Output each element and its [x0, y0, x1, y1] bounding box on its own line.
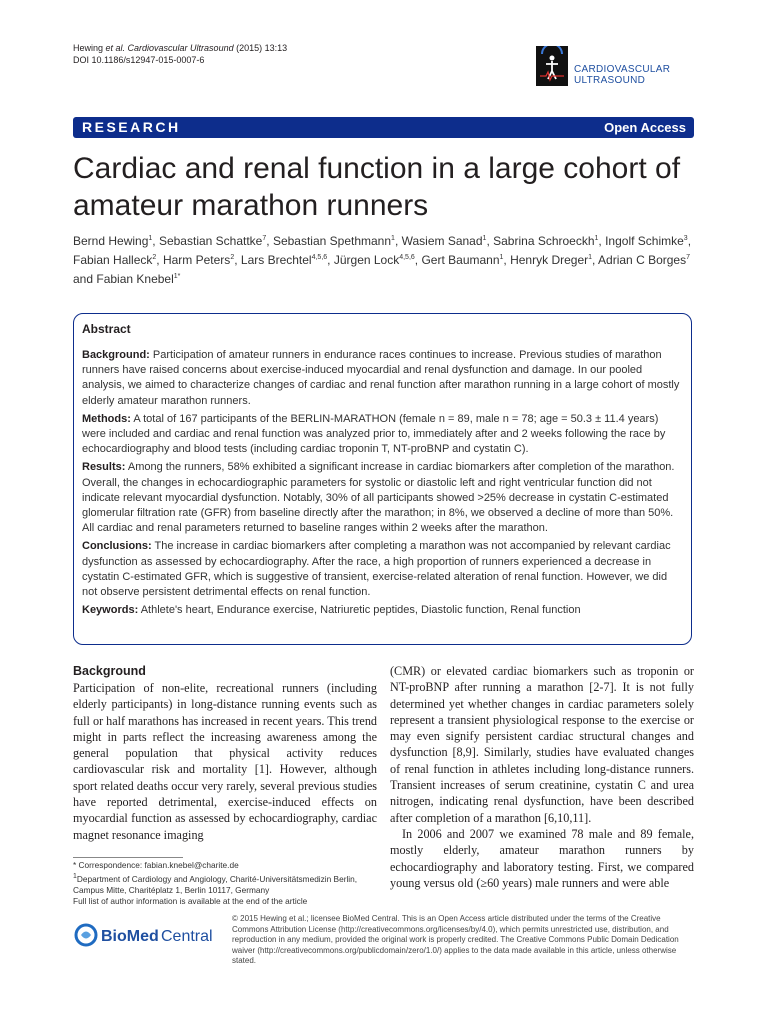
biomed-central-logo	[73, 920, 223, 950]
author-name: Adrian C Borges	[598, 253, 687, 267]
author-affiliation-sup: 2	[152, 254, 157, 261]
affiliation	[73, 871, 378, 896]
journal-name-line2: ULTRASOUND	[574, 75, 646, 86]
author-name: Harm Peters	[162, 253, 231, 267]
logo-bio-text: BioMed	[101, 928, 159, 945]
abstract-keywords	[82, 603, 683, 618]
abstract-results-text: Among the runners, 58% exhibited a significant increase in cardiac biomarkers after completion of the marathon. Overall, the changes in echocardiographic parameters for systolic or diastolic left and right ventricular function did not indicate relevant myocardial dysfunction. Notably, 30% of all participants showed >25% decrease in cystatin C-estimated glomerular filtration rate (GFR) from baseline directly after the marathon; in 8%, we observed a decline of more than 50%. All cardiac and renal parameters returned to baseline ranges within 2 weeks after the marathon.	[82, 461, 675, 535]
body-paragraph: (CMR) or elevated cardiac biomarkers such as troponin or NT-proBNP after running a marathon [2-7]. It is not fully determined yet whether changes in cardiac parameters solely represent a transient physiological response to the exercise or may even signify persistent cardiac structural changes and dysfunction [8,9]. Similarly, studies have evaluated changes of renal function in athletes including long-distance runners. Transient increases of serum creatinine, cystatin C and urea nitrogen, indicating renal dysfunction, have been described after completion of a marathon [6,10,11].	[390, 664, 694, 825]
abstract-results	[82, 460, 683, 536]
author-affiliation-sup: 1	[148, 235, 153, 242]
author-name: Henryk Dreger	[510, 253, 589, 267]
license-text: © 2015 Hewing et al.; licensee BioMed Central. This is an Open Access article distributed under the terms of the Creative Commons Attribution License (http://creativecommons.org/licenses/by/4.0), which permits unrestricted use, distribution, and reproduction in any medium, provided the original work is properly credited. The Creative Commons Public Domain Dedication waiver (http://creativecommons.org/publicdomain/zero/1.0/) applies to the data made available in this article, unless otherwise stated.	[232, 914, 679, 966]
doi: DOI 10.1186/s12947-015-0007-6	[73, 55, 205, 65]
abstract-conclusions-text: The increase in cardiac biomarkers after completing a marathon was not accompanied by relevant cardiac dysfunction as assessed by echocardiography. After the race, a high proportion of runners experienced a decrease in cystatin C-estimated GFR, which is suggestive of transient, exercise-related alteration of renal function. However, we did not observe persistent detrimental effects on renal function.	[82, 540, 671, 599]
citation-etal: et al.	[105, 43, 126, 53]
correspondence-email[interactable]: * Correspondence: fabian.knebel@charite.de	[73, 860, 239, 870]
author-affiliation-sup: 7	[686, 254, 690, 261]
author-list: Bernd Hewing$^1$, Sebastian Schattke$^7$, Sebastian Spethmann$^1$, Wasiem Sanad$^1$, Sabrina Schroeckh$^1$, Ingolf Schimke$^3$, Fabian Halleck$^2$, Harm Peters$^2$, Lars Brechtel$^{4,5,6}$, Jürgen Lock$^{4,5,6}$, Gert Baumann$^1$, Henryk Dreger$^1$, Adrian C Borges$^7$ and Fabian Knebel$^{1*}$	[73, 234, 692, 286]
author-name: Bernd Hewing	[73, 234, 149, 248]
citation-header	[73, 42, 287, 66]
abstract-box	[73, 313, 692, 645]
author-affiliation-sup: 3	[683, 235, 688, 242]
article-title: Cardiac and renal function in a large cohort of amateur marathon runners	[73, 152, 681, 222]
citation-journal: Cardiovascular Ultrasound	[125, 43, 234, 53]
open-access-label: Open Access	[604, 120, 686, 135]
author-name: Fabian Halleck	[73, 253, 153, 267]
abstract-background	[82, 348, 683, 409]
affiliation-text: Department of Cardiology and Angiology, Charité-Universitätsmedizin Berlin, Campus Mitte, Charitéplatz 1, Berlin 10117, Germany	[73, 873, 358, 895]
author-name: Sebastian Schattke	[158, 234, 263, 248]
abstract-background-text: Participation of amateur runners in endurance races continues to increase. Previous studies of marathon runners have raised concerns about exercise-induced myocardial and renal dysfunction and damage. In our pooled analysis, we aimed to characterize changes of cardiac and renal function after marathon running in a large cohort of mostly elderly amateur marathon runners.	[82, 349, 680, 407]
author-affiliation-sup: 1	[499, 254, 504, 261]
article-type-label: RESEARCH	[82, 119, 181, 135]
author-affiliation-sup: 2	[230, 254, 235, 261]
citation-volume: (2015) 13:13	[233, 43, 288, 53]
section-heading-background: Background	[73, 664, 146, 678]
abstract-results-label: Results:	[82, 461, 126, 474]
logo-central-text: Central	[161, 928, 213, 945]
abstract-keywords-label: Keywords:	[82, 604, 139, 617]
author-affiliation-sup: 1	[588, 254, 593, 261]
author-affiliation-sup: 1	[482, 235, 487, 242]
author-name: Fabian Knebel	[96, 272, 174, 286]
author-affiliation-sup: 7	[262, 235, 267, 242]
author-affiliation-sup: 1*	[173, 273, 181, 280]
author-affiliation-sup: 1	[594, 235, 599, 242]
footnote-divider	[73, 857, 183, 858]
citation-authors: Hewing	[73, 43, 106, 53]
author-affiliation-sup: 4,5,6	[399, 254, 415, 261]
author-affiliation-sup: 1	[391, 235, 395, 242]
author-name: Jürgen Lock	[333, 253, 400, 267]
author-name: Sabrina Schroeckh	[493, 234, 595, 248]
author-name: Sebastian Spethmann	[272, 234, 392, 248]
body-paragraph: In 2006 and 2007 we examined 78 male and 89 female, mostly elderly, amateur marathon runners by echocardiography and laboratory testing. First, we compared young versus old (≥60 years) male runners and were able	[390, 826, 694, 890]
abstract-methods	[82, 412, 683, 458]
author-info-note: Full list of author information is available at the end of the article	[73, 895, 308, 906]
abstract-heading: Abstract	[82, 322, 131, 336]
abstract-methods-text: A total of 167 participants of the BERLIN-MARATHON (female n = 89, male n = 78; age = 50.3 ± 11.4 years) were included and cardiac and renal function was analyzed prior to, immediately after and 2 weeks following the race by echocardiography and blood tests (including cardiac troponin T, NT-proBNP and cystatin C).	[82, 412, 666, 456]
abstract-methods-label: Methods:	[82, 412, 131, 425]
author-name: Lars Brechtel	[240, 253, 312, 267]
body-paragraph: Participation of non-elite, recreational runners (including elderly participants) in long-distance running events such as full or half marathons has increased in recent years. This trend might in parts reflect the increasing awareness among the general population that physical activity reduces cardiovascular risk and mortality [1]. However, although sport related deaths occur very rarely, several previous studies have reported detrimental, exercise-induced effects on myocardial function as assessed by echocardiography, cardiac magnet resonance imaging	[73, 681, 378, 842]
author-name: Gert Baumann	[421, 253, 500, 267]
citation-line	[73, 42, 287, 54]
abstract-background-label: Background:	[82, 349, 150, 361]
author-name: Wasiem Sanad	[401, 234, 483, 248]
abstract-conclusions	[82, 539, 683, 600]
abstract-keywords-text: Athlete's heart, Endurance exercise, Natriuretic peptides, Diastolic function, Renal function	[140, 604, 581, 617]
author-name: Ingolf Schimke	[605, 234, 684, 248]
body-column-left	[73, 663, 377, 843]
affiliation-number: 1	[73, 873, 77, 880]
abstract-conclusions-label: Conclusions:	[82, 540, 152, 553]
author-affiliation-sup: 4,5,6	[311, 254, 328, 261]
journal-logo-text	[574, 64, 670, 86]
journal-name-line1: CARDIOVASCULAR	[574, 64, 671, 75]
footnotes	[73, 860, 378, 907]
body-column-right	[390, 663, 694, 891]
journal-logo-icon	[536, 46, 568, 86]
